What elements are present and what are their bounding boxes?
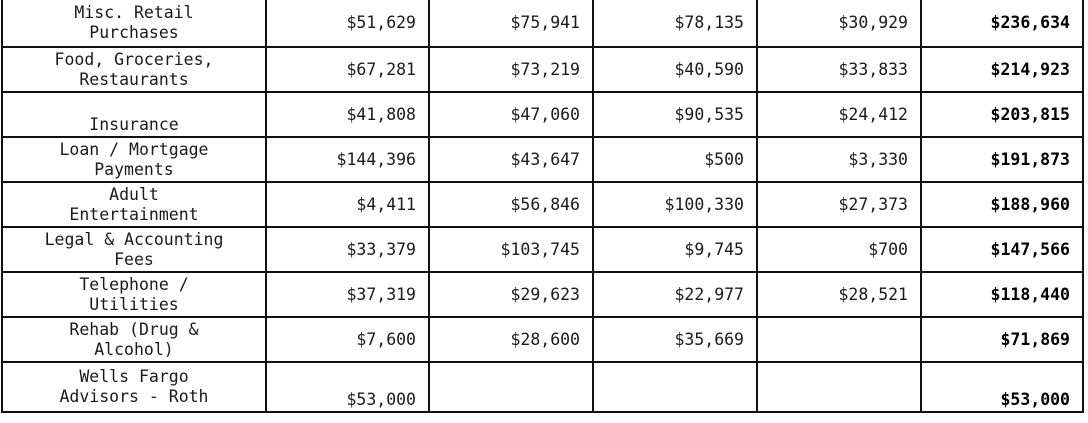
value-cell: $29,623 (429, 272, 593, 317)
category-cell: Wells Fargo Advisors - Roth (2, 362, 266, 412)
category-cell: Food, Groceries, Restaurants (2, 47, 266, 92)
value-cell: $3,330 (757, 137, 921, 182)
value-cell: $24,412 (757, 92, 921, 137)
table-row (2, 182, 1083, 227)
value-cell: $35,669 (593, 317, 757, 362)
category-cell: Legal & Accounting Fees (2, 227, 266, 272)
table-row (2, 227, 1083, 272)
total-cell: $203,815 (921, 92, 1083, 137)
total-cell: $147,566 (921, 227, 1083, 272)
value-cell: $100,330 (593, 182, 757, 227)
value-cell: $7,600 (266, 317, 429, 362)
total-cell: $214,923 (921, 47, 1083, 92)
value-cell: $78,135 (593, 0, 757, 47)
value-cell (757, 317, 921, 362)
total-cell: $188,960 (921, 182, 1083, 227)
value-cell: $28,521 (757, 272, 921, 317)
value-cell: $30,929 (757, 0, 921, 47)
table-row (2, 47, 1083, 92)
table-row (2, 272, 1083, 317)
value-cell: $22,977 (593, 272, 757, 317)
value-cell: $28,600 (429, 317, 593, 362)
value-cell: $51,629 (266, 0, 429, 47)
table-row (2, 137, 1083, 182)
value-cell: $67,281 (266, 47, 429, 92)
value-cell: $33,379 (266, 227, 429, 272)
value-cell: $73,219 (429, 47, 593, 92)
value-cell: $75,941 (429, 0, 593, 47)
value-cell: $27,373 (757, 182, 921, 227)
table-row (2, 317, 1083, 362)
value-cell: $90,535 (593, 92, 757, 137)
category-cell: Rehab (Drug & Alcohol) (2, 317, 266, 362)
value-cell: $9,745 (593, 227, 757, 272)
category-cell: Adult Entertainment (2, 182, 266, 227)
category-cell: Telephone / Utilities (2, 272, 266, 317)
value-cell (757, 362, 921, 412)
value-cell: $144,396 (266, 137, 429, 182)
value-cell (429, 362, 593, 412)
value-cell: $103,745 (429, 227, 593, 272)
table-row (2, 0, 1083, 47)
table-row (2, 92, 1083, 137)
category-cell: Misc. Retail Purchases (2, 0, 266, 47)
total-cell: $191,873 (921, 137, 1083, 182)
value-cell (593, 362, 757, 412)
expense-table (1, 0, 1084, 413)
value-cell: $53,000 (266, 362, 429, 412)
value-cell: $4,411 (266, 182, 429, 227)
value-cell: $700 (757, 227, 921, 272)
value-cell: $37,319 (266, 272, 429, 317)
value-cell: $43,647 (429, 137, 593, 182)
value-cell: $47,060 (429, 92, 593, 137)
value-cell: $33,833 (757, 47, 921, 92)
category-cell: Insurance (2, 92, 266, 137)
total-cell: $53,000 (921, 362, 1083, 412)
value-cell: $56,846 (429, 182, 593, 227)
total-cell: $236,634 (921, 0, 1083, 47)
value-cell: $500 (593, 137, 757, 182)
table-row (2, 362, 1083, 412)
total-cell: $71,869 (921, 317, 1083, 362)
category-cell: Loan / Mortgage Payments (2, 137, 266, 182)
value-cell: $41,808 (266, 92, 429, 137)
total-cell: $118,440 (921, 272, 1083, 317)
value-cell: $40,590 (593, 47, 757, 92)
